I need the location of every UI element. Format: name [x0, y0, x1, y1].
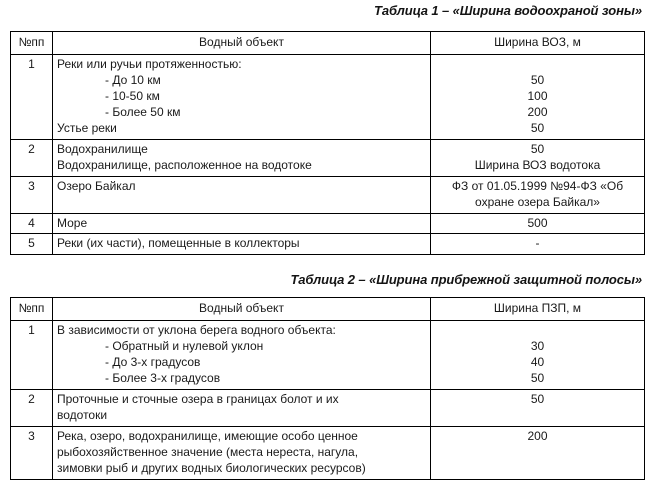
object-line: - Более 3-х градусов [105, 370, 221, 385]
table-row [11, 176, 645, 213]
row-number: 5 [11, 234, 53, 255]
value-line: 40 [530, 354, 545, 369]
column-header-width: Ширина ВОЗ, м [431, 32, 645, 55]
column-header-water-object: Водный объект [53, 32, 431, 55]
column-header-number: №пп [11, 32, 53, 55]
object-line: водотоки [57, 407, 108, 422]
row-value: 200 [431, 426, 645, 479]
row-number: 2 [11, 139, 53, 176]
row-number: 3 [11, 426, 53, 479]
row-object: Озеро Байкал [53, 176, 431, 213]
row-number: 3 [11, 176, 53, 213]
row-number: 1 [11, 320, 53, 389]
row-object [53, 389, 431, 426]
row-value [431, 54, 645, 139]
object-line: Водохранилище [57, 141, 148, 156]
value-line: 30 [530, 338, 545, 353]
table-1-container [10, 31, 644, 255]
row-value: 500 [431, 213, 645, 234]
column-header-width: Ширина ПЗП, м [431, 298, 645, 321]
value-line: 50 [530, 120, 545, 135]
row-value: ФЗ от 01.05.1999 №94-ФЗ «Об охране озера Байкал» [431, 176, 645, 213]
table-row [11, 389, 645, 426]
row-object: Реки (их части), помещенные в коллекторы [53, 234, 431, 255]
row-number: 4 [11, 213, 53, 234]
coastal-protective-strip-table [10, 297, 645, 480]
table-1-caption: Таблица 1 – «Ширина водоохраной зоны» [374, 3, 642, 18]
object-line: - Обратный и нулевой уклон [105, 338, 264, 353]
object-line: - До 3-х градусов [105, 354, 201, 369]
column-header-number: №пп [11, 298, 53, 321]
table-row [11, 234, 645, 255]
object-line: Водохранилище, расположенное на водотоке [57, 157, 312, 172]
value-line: 100 [527, 88, 548, 103]
table-row [11, 320, 645, 389]
object-line: Устье реки [57, 120, 117, 135]
value-spacer [435, 57, 640, 73]
object-line: Река, озеро, водохранилище, имеющие особо ценное [57, 428, 358, 443]
table-1-body [11, 54, 645, 254]
table-header-row [11, 298, 645, 321]
row-value [431, 320, 645, 389]
value-line: 50 [530, 370, 545, 385]
value-line: 50 [530, 72, 545, 87]
table-row [11, 426, 645, 479]
row-object [53, 426, 431, 479]
table-row [11, 139, 645, 176]
value-line: 50 [530, 141, 545, 156]
row-value: 50 [431, 389, 645, 426]
water-protection-zone-table [10, 31, 645, 255]
table-2-header [11, 298, 645, 321]
table-2-body [11, 320, 645, 479]
table-header-row [11, 32, 645, 55]
object-line: - 10-50 км [105, 88, 160, 103]
row-number: 1 [11, 54, 53, 139]
row-value [431, 139, 645, 176]
object-line: - До 10 км [105, 72, 161, 87]
value-line: 200 [527, 104, 548, 119]
object-line: Проточные и сточные озера в границах болот и их [57, 391, 339, 406]
row-number: 2 [11, 389, 53, 426]
row-object [53, 139, 431, 176]
object-line: - Более 50 км [105, 104, 181, 119]
row-object [53, 320, 431, 389]
table-2-caption: Таблица 2 – «Ширина прибрежной защитной полосы» [290, 272, 642, 287]
object-line: зимовки рыб и других водных биологических ресурсов) [57, 460, 366, 475]
row-object: Море [53, 213, 431, 234]
table-row [11, 54, 645, 139]
value-line: Ширина ВОЗ водотока [474, 157, 601, 172]
table-row [11, 213, 645, 234]
object-line: рыбохозяйственное значение (места нереста, нагула, [57, 444, 359, 459]
value-spacer [435, 323, 640, 339]
column-header-water-object: Водный объект [53, 298, 431, 321]
table-2-container [10, 297, 644, 480]
row-value: - [431, 234, 645, 255]
row-object [53, 54, 431, 139]
table-1-header [11, 32, 645, 55]
object-line: В зависимости от уклона берега водного объекта: [57, 322, 336, 337]
object-line: Реки или ручьи протяженностью: [57, 56, 242, 71]
